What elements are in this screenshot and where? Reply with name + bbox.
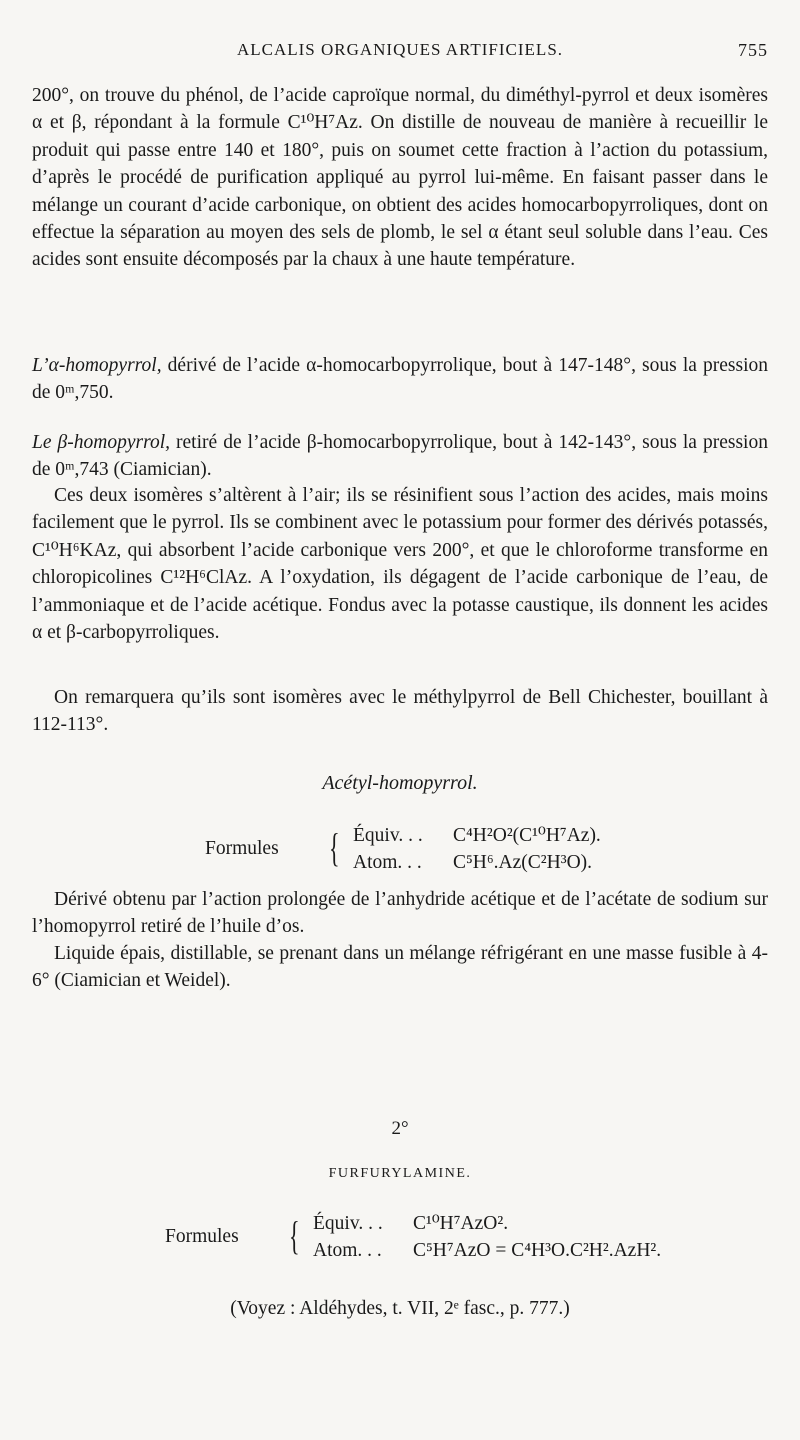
equiv-value: C⁴H²O²(C¹⁰H⁷Az). — [453, 825, 601, 846]
paragraph-acetyl-properties: Liquide épais, distillable, se prenant dans un mélange réfrigérant en une masse fusible à 4-6° (Ciamician et Weidel). — [32, 943, 768, 992]
paragraph-properties: Ces deux isomères s’altèrent à l’air; ils se résinifient sous l’action des acides, mais moins facilement que le pyrrol. Ils se combinent avec le potassium pour former des dérivés potassés, C¹⁰H⁶KAz, qui absorbent l’acide carbonique vers 200°, et que le chloroforme transforme en chloropicolines C¹²H⁶ClAz. A l’oxydation, ils dégagent de l’acide carbonique de l’eau, de l’ammoniaque et de l’acide acétique. Fondus avec la potasse caustique, ils donnent les acides α et β-carbopyrroliques. — [32, 485, 768, 644]
formula-block-acetyl — [205, 822, 625, 878]
paragraph-beta-homopyrrol — [32, 429, 768, 484]
atom-value: C⁵H⁷AzO = C⁴H³O.C²H².AzH². — [413, 1240, 662, 1261]
section-heading-acetyl-homopyrrol: Acétyl-homopyrrol. — [322, 772, 478, 794]
atom-label: Atom. . . — [353, 852, 422, 873]
running-title: ALCALIS ORGANIQUES ARTIFICIELS. — [236, 40, 564, 59]
formula-equiv-row — [353, 822, 601, 849]
equiv-value: C¹⁰H⁷AzO². — [413, 1213, 509, 1234]
equiv-label: Équiv. . . — [313, 1213, 383, 1234]
formula-equiv-row — [313, 1210, 508, 1237]
paragraph-alpha-homopyrrol — [32, 352, 768, 407]
formula-atom-row — [353, 849, 592, 876]
equiv-label: Équiv. . . — [353, 825, 423, 846]
formula-atom-row — [313, 1237, 661, 1264]
brace-icon: { — [329, 825, 340, 870]
atom-label: Atom. . . — [313, 1240, 382, 1261]
formulas-label: Formules — [205, 838, 279, 859]
page-header — [0, 36, 800, 66]
page-number: 755 — [738, 40, 768, 60]
atom-value: C⁵H⁶.Az(C²H³O). — [453, 852, 593, 873]
reference-note: (Voyez : Aldéhydes, t. VII, 2ᵉ fasc., p. 777.) — [230, 1298, 570, 1319]
formulas-label: Formules — [165, 1226, 239, 1247]
beta-homopyrrol-text: retiré de l’acide β-homocarbopyrrolique, bout à 142-143°, sous la pression de 0ᵐ,743 (Ciamician). — [32, 432, 768, 481]
brace-icon: { — [289, 1213, 300, 1258]
section-number: 2° — [391, 1118, 409, 1139]
term-alpha-homopyrrol: L’α-homopyrrol, — [32, 355, 162, 376]
paragraph-intro: 200°, on trouve du phénol, de l’acide caproïque normal, du diméthyl-pyrrol et deux isomères α et β, répondant à la formule C¹⁰H⁷Az. On distille de nouveau de manière à recueillir le produit qui passe entre 140 et 180°, puis on soumet cette fraction à l’action du potassium, d’après le procédé de purification appliqué au pyrrol lui-même. En faisant passer dans le mélange un courant d’acide carbonique, on obtient des acides homocarbopyrroliques, dont on effectue la séparation au moyen des sels de plomb, le sel α étant seul soluble dans l’eau. Ces acides sont ensuite décomposés par la chaux à une haute température. — [32, 85, 768, 271]
paragraph-isomers: On remarquera qu’ils sont isomères avec le méthylpyrrol de Bell Chichester, bouillant à 112-113°. — [32, 687, 768, 736]
formula-block-furfurylamine — [165, 1210, 725, 1266]
section-heading-furfurylamine: FURFURYLAMINE. — [328, 1166, 472, 1181]
term-beta-homopyrrol: Le β-homopyrrol, — [32, 432, 170, 453]
alpha-homopyrrol-text: dérivé de l’acide α-homocarbopyrrolique, bout à 147-148°, sous la pression de 0ᵐ,750. — [32, 355, 768, 404]
paragraph-acetyl-derivation: Dérivé obtenu par l’action prolongée de l’anhydride acétique et de l’acétate de sodium sur l’homopyrrol retiré de l’huile d’os. — [32, 889, 768, 938]
